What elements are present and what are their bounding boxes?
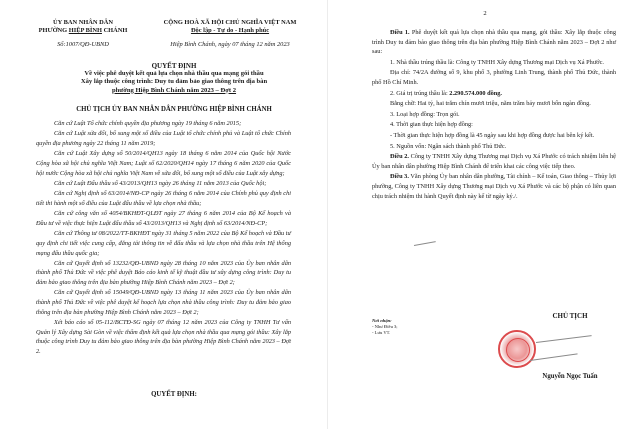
contract-value-label: 2. Giá trị trúng thầu là: <box>390 89 450 97</box>
issuing-authority <box>28 19 138 35</box>
citation: Căn cứ Luật sửa đổi, bổ sung một số điều của Luật tổ chức chính phủ và Luật tổ chức Chính quyền địa phương ngày 22 tháng 11 năm 2019; <box>36 130 291 147</box>
contract-duration: - Thời gian thực hiện hợp đồng là 45 ngày sau khi hợp đồng được hai bên ký kết. <box>390 131 595 139</box>
recipient-item: - Như Điều 3; <box>372 324 398 329</box>
contractor-address: Địa chỉ: 74/2A đường số 9, khu phố 3, phường Linh Trung, thành phố Thủ Đức, thành phố Hồ Chí Minh. <box>372 69 616 86</box>
article-2-label: Điều 2. <box>390 153 409 161</box>
article-3-label: Điều 3. <box>390 173 409 181</box>
contract-duration-label: 4. Thời gian thực hiện hợp đồng: <box>390 121 473 129</box>
article-2 <box>372 152 616 171</box>
national-motto: Độc lập - Tự do - Hạnh phúc <box>190 27 270 34</box>
page-number: 2 <box>483 10 487 17</box>
doc-subject-line2: Xây lắp thuộc công trình: Duy tu đảm bảo giao thông trên địa bàn <box>80 78 268 86</box>
doc-number: Số:1007/QĐ-UBND <box>57 41 109 48</box>
decides-heading: QUYẾT ĐỊNH: <box>151 391 197 398</box>
contractor: 1. Nhà thầu trúng thầu là: Công ty TNHH Xây dựng Thương mại Dịch vụ Xá Phước. <box>390 58 604 66</box>
signature-stroke <box>536 335 592 343</box>
citation: Căn cứ công văn số 4054/BKHĐT-QLĐT ngày 27 tháng 6 năm 2014 của Bộ Kế hoạch và Đầu tư về việc thực hiện Luật đấu thầu số 43/2013/QH13 và Nghị định số 63/2014/NĐ-CP; <box>36 210 291 227</box>
doc-subject-line1: Về việc phê duyệt kết quả lựa chọn nhà thầu qua mạng gói thầu <box>84 70 264 78</box>
citation: Xét báo cáo số 05-112/BCTĐ-SG ngày 07 tháng 12 năm 2023 của Công ty TNHH Tư vấn Quản lý Xây dựng Sài Gòn về việc thẩm định kết quả lựa chọn nhà thầu qua mạng gói thầu: Xây lắp thuộc công trình Duy tu đảm bảo giao thông trên địa bàn phường Hiệp Bình Chánh năm 2023 – Đợt 2. <box>36 319 291 355</box>
recipient-item: - Lưu VT. <box>372 330 391 335</box>
doc-heading: QUYẾT ĐỊNH <box>151 62 197 70</box>
recipients-heading: Nơi nhận: <box>372 318 392 323</box>
article-1-label: Điều 1. <box>390 29 410 36</box>
national-title: CỘNG HOÀ XÃ HỘI CHỦ NGHĨA VIỆT NAM <box>163 19 297 26</box>
authority-heading: CHỦ TỊCH ỦY BAN NHÂN DÂN PHƯỜNG HIỆP BÌNH CHÁNH <box>76 106 272 113</box>
document-page-2 <box>330 0 640 429</box>
doc-subject-line3: phường Hiệp Bình Chánh năm 2023 – Đợt 2 <box>111 86 237 94</box>
authority-underlined: HIỆP BÌNH <box>68 27 102 34</box>
contract-type: 3. Loại hợp đồng: Trọn gói. <box>390 110 460 118</box>
citation: Căn cứ Luật Xây dựng số 50/2014/QH13 ngày 18 tháng 6 năm 2014 của Quốc hội Nước Cộng hòa xã hội chủ nghĩa Việt Nam; Luật số 62/2020/QH14 ngày 17 tháng 6 năm 2020 của Quốc hội nước Cộng hòa xã hội chủ nghĩa Việt Nam về sửa đổi, bổ sung một số điều của Luật xây dựng; <box>36 150 291 177</box>
citation: Căn cứ Luật Tổ chức chính quyền địa phương ngày 19 tháng 6 năm 2015; <box>54 120 242 127</box>
citation: Căn cứ Luật Đấu thầu số 43/2013/QH13 ngày 26 tháng 11 năm 2013 của Quốc hội; <box>54 179 267 187</box>
signer-name: Nguyễn Ngọc Tuấn <box>542 373 598 380</box>
citation: Căn cứ Thông tư 08/2022/TT-BKHĐT ngày 31 tháng 5 năm 2022 của Bộ Kế hoạch và Đầu tư quy định chi tiết việc cung cấp, đăng tải thông tin về đấu thầu và lựa chọn nhà thầu trên Hệ thống mạng đấu thầu quốc gia; <box>36 230 291 257</box>
authority-line1: ỦY BAN NHÂN DÂN <box>53 19 113 26</box>
contract-value-amount: 2.290.574.000 đồng. <box>449 89 502 97</box>
authority-prefix: PHƯỜNG <box>38 27 69 34</box>
article-1-text: Phê duyệt kết quả lựa chọn nhà thầu qua mạng, gói thầu: Xây lắp thuộc công trình Duy tu đảm bảo giao thông trên địa bàn phường Hiệp Bình Chánh năm 2023 – Đợt 2 như sau: <box>372 29 616 56</box>
article-3 <box>372 172 616 201</box>
page-divider <box>327 0 328 429</box>
decision-articles <box>372 28 616 202</box>
authority-suffix: CHÁNH <box>101 27 128 34</box>
citation: Căn cứ Quyết định số 13232/QĐ-UBND ngày 28 tháng 10 năm 2023 của Ủy ban nhân dân thành phố Thủ Đức về việc phê duyệt Báo cáo kinh tế kỹ thuật đầu tư xây dựng công trình: Duy tu đảm bảo giao thông trên địa bàn phường Hiệp Bình Chánh năm 2023 – Đợt 2; <box>36 259 291 287</box>
article-1 <box>372 28 616 57</box>
doc-title <box>28 62 320 95</box>
initial-stroke <box>414 241 436 246</box>
contract-value <box>372 89 616 99</box>
official-seal-icon <box>498 330 536 368</box>
national-header <box>140 19 320 35</box>
funding-source: 5. Nguồn vốn: Ngân sách thành phố Thủ Đức. <box>390 142 507 150</box>
signer-title: CHỦ TỊCH <box>552 312 588 320</box>
recipients <box>372 318 398 336</box>
authority-line2 <box>28 27 138 35</box>
article-2-text: Công ty TNHH Xây dựng Thương mại Dịch vụ Xá Phước có trách nhiệm liên hệ Ủy ban nhân dân phường Hiệp Bình Chánh để triển khai các công việc tiếp theo. <box>372 153 616 170</box>
signature-stroke <box>530 353 578 361</box>
citation: Căn cứ Quyết định số 15049/QĐ-UBND ngày 13 tháng 11 năm 2023 của Ủy ban nhân dân thành phố Thủ Đức về việc phê duyệt kế hoạch lựa chọn nhà thầu công trình: Duy tu đảm bảo giao thông trên địa bàn phường Hiệp Bình Chánh năm 2023 – Đợt 2; <box>36 289 291 316</box>
article-3-text: Văn phòng Ủy ban nhân dân phường, Tài chính – Kế toán, Giao thông – Thủy lợi phường, Công ty TNHH Xây dựng Thương mại Dịch vụ Xá Phước và các bộ phận có liên quan chịu trách nhiệm thi hành Quyết định này kể từ ngày ký./. <box>372 173 616 200</box>
doc-date: Hiệp Bình Chánh, ngày 07 tháng 12 năm 2023 <box>170 41 290 48</box>
contract-value-words: Bằng chữ: Hai tỷ, hai trăm chín mươi triệu, năm trăm bảy mươi bốn ngàn đồng. <box>390 100 591 108</box>
citation: Căn cứ Nghị định số 63/2014/NĐ-CP ngày 26 tháng 6 năm 2014 của Chính phủ quy định chi tiết thi hành một số điều của Luật đấu thầu về lựa chọn nhà thầu; <box>36 190 291 207</box>
citations <box>36 119 291 357</box>
